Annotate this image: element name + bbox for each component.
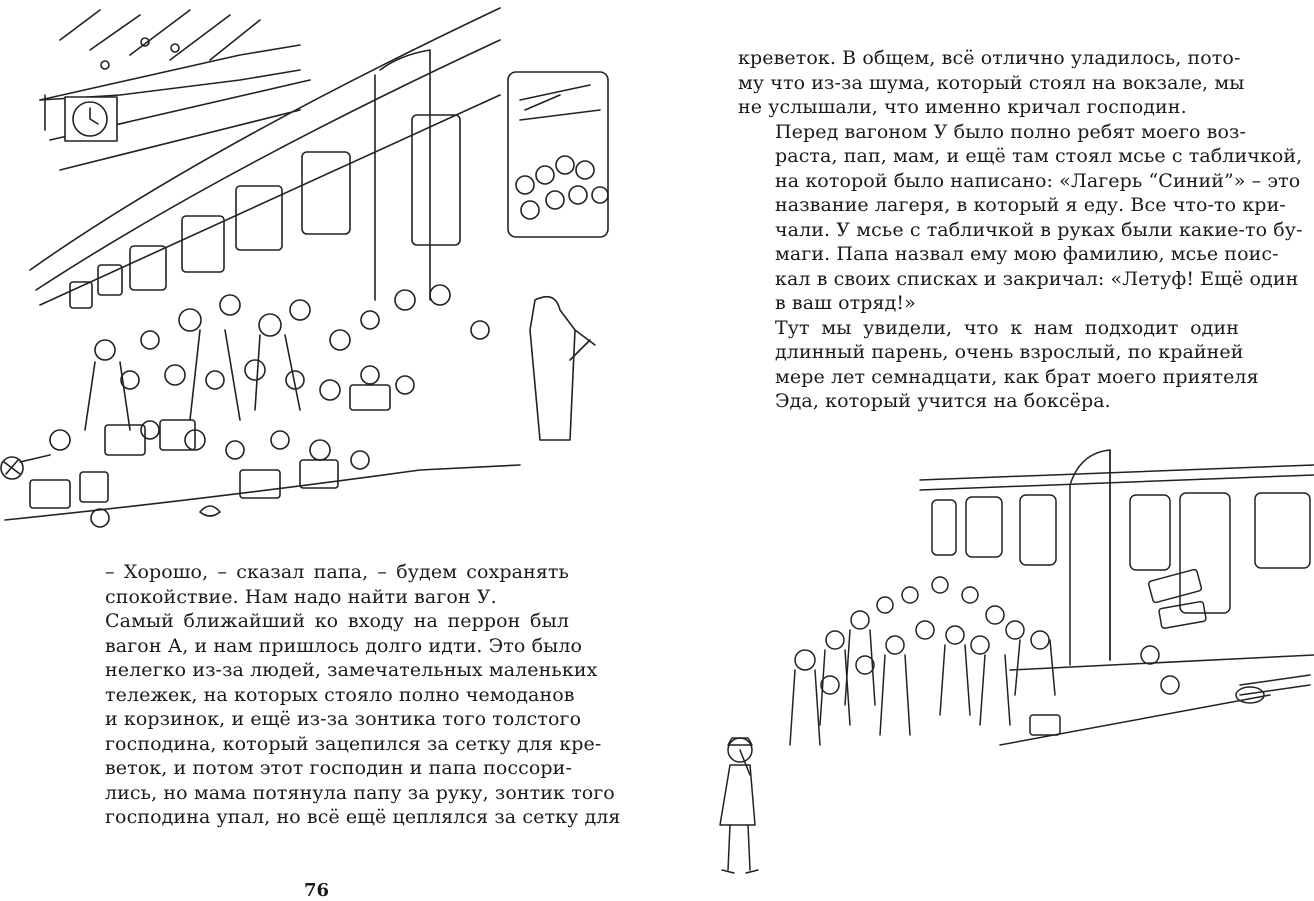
paragraph (738, 46, 1245, 120)
text-line: маги. Папа назвал ему мою фамилию, мсье поис- (775, 243, 1279, 265)
text-line: му что из-за шума, который стоял на вокзале, мы (738, 71, 1245, 94)
right-page (660, 0, 1314, 899)
station-clock-icon (65, 97, 117, 141)
text-line: и корзинок, и ещё из-за зонтика того толстого (105, 708, 582, 730)
text-line: мере лет семнадцати, как брат моего приятеля (775, 365, 1259, 388)
text-line: Тут мы увидели, что к нам подходит один (775, 316, 1239, 339)
text-line: господина, который зацепился за сетку для кре- (105, 732, 602, 755)
text-line: – Хорошо, – сказал папа, – будем сохранять (105, 561, 569, 583)
train-platform-crowd-illustration (0, 0, 615, 535)
text-line: на которой было написано: «Лагерь “Синий”» – это (775, 169, 1301, 192)
text-line: в ваш отряд!» (775, 292, 916, 314)
right-text-column (738, 46, 1303, 414)
text-line: не услышали, что именно кричал господин. (738, 96, 1187, 118)
text-line: вагон А, и нам пришлось долго идти. Это было (105, 634, 583, 657)
text-line: веток, и потом этот господин и папа поссори- (105, 757, 572, 779)
text-line: раста, пап, мам, и ещё там стоял мсье с табличкой, (775, 145, 1303, 167)
paragraph (68, 560, 569, 609)
text-line: тележек, на которых стояло полно чемоданов (105, 683, 575, 706)
left-text-column (68, 560, 621, 830)
left-page (0, 0, 650, 899)
text-line: кал в своих списках и закричал: «Летуф! Ещё один (775, 267, 1299, 290)
platform-scene-drawing (0, 0, 615, 535)
text-line: господина упал, но всё ещё цеплялся за сетку для (105, 806, 621, 828)
text-line: креветок. В общем, всё отлично уладилось, пото- (738, 47, 1241, 69)
train-door-queue-illustration (710, 445, 1314, 885)
paragraph (738, 316, 1259, 414)
paragraph (68, 609, 621, 830)
page-number: 76 (304, 880, 330, 901)
text-line: Перед вагоном У было полно ребят моего воз- (775, 120, 1246, 143)
text-line: длинный парень, очень взрослый, по крайней (775, 341, 1244, 363)
text-line: название лагеря, в который я еду. Все что-то кри- (775, 194, 1286, 216)
paragraph (738, 120, 1303, 316)
text-line: Эда, который учится на боксёра. (775, 390, 1111, 412)
queue-scene-drawing (710, 445, 1314, 885)
text-line: Самый ближайший ко входу на перрон был (105, 610, 569, 632)
text-line: нелегко из-за людей, замечательных маленьких (105, 659, 598, 681)
text-line: лись, но мама потянула папу за руку, зонтик того (105, 781, 615, 804)
text-line: чали. У мсье с табличкой в руках были какие-то бу- (775, 218, 1303, 241)
text-line: спокойствие. Нам надо найти вагон У. (105, 585, 497, 608)
